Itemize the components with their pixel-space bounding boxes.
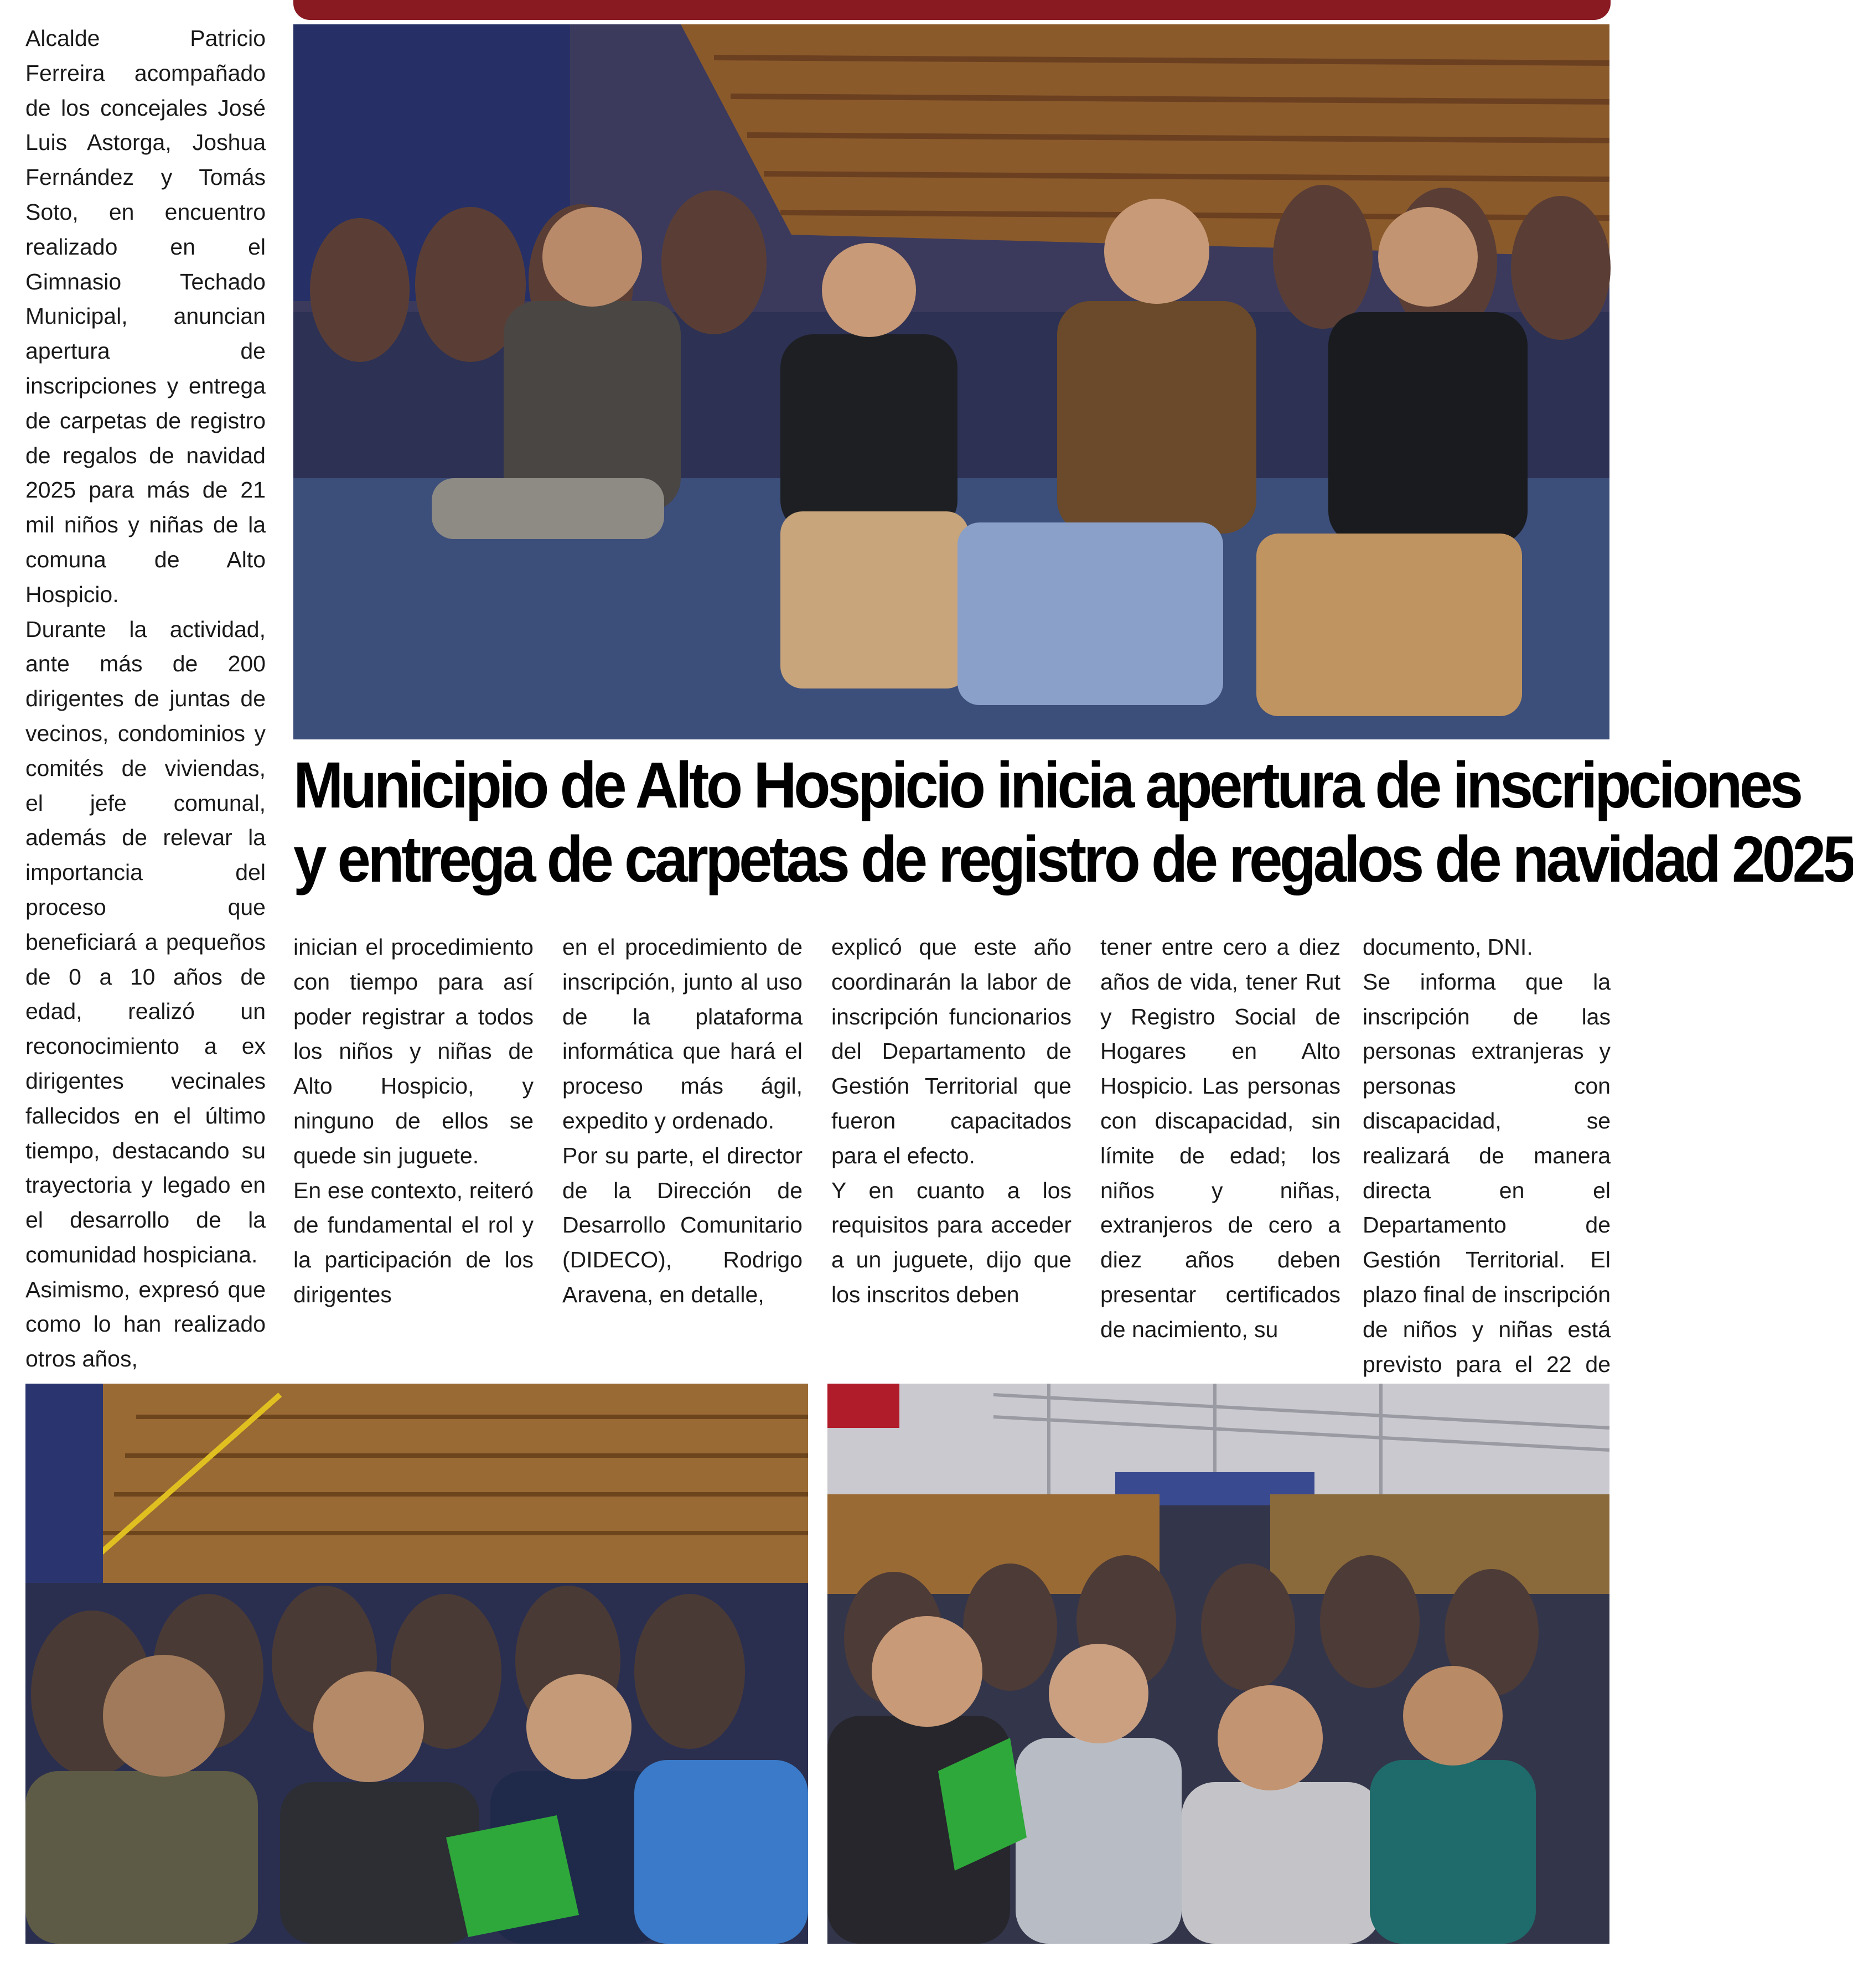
article-headline [293,748,1853,897]
paragraph: documento, DNI. [1363,934,1533,960]
article-column-4 [1100,930,1340,1347]
paragraph: Alcalde Patricio Ferreira acompañado de los concejales José Luis Astorga, Joshua Fernández y Tomás Soto, en encuentro realizado en el Gimnasio Techado Municipal, anuncian apertura de inscripciones y entrega de carpetas de registro de regalos de navidad 2025 para más de 21 mil niños y niñas de la comuna de Alto Hospicio. [25,25,266,607]
paragraph: tener entre cero a diez años de vida, tener Rut y Registro Social de Hogares en Alto Hospicio. Las personas con discapacidad, sin límite de edad; los niños y niñas, extranjeros de cero a diez años deben presentar certificados de nacimiento, su [1100,934,1340,1342]
paragraph: Asimismo, expresó que como lo han realizado otros años, [25,1276,266,1372]
article-column-left [25,21,266,1376]
headline-line-2: y entrega de carpetas de registro de regalos de navidad 2025 [293,823,1853,896]
paragraph: Por su parte, el director de la Dirección de Desarrollo Comunitario (DIDECO), Rodrigo Aravena, en detalle, [562,1142,803,1307]
article-column-1 [293,930,534,1312]
article-column-2 [562,930,803,1312]
headline-line-1: Municipio de Alto Hospicio inicia apertura de inscripciones [293,749,1800,822]
paragraph: Durante la actividad, ante más de 200 dirigentes de juntas de vecinos, condominios y comités de viviendas, el jefe comunal, además de relevar la importancia del proceso que beneficiará a pequeños de 0 a 10 años de edad, realizó un reconocimiento a ex dirigentes vecinales fallecidos en el último tiempo, destacando su trayectoria y legado en el desarrollo de la comunidad hospiciana. [25,616,266,1267]
audience-photo-left [25,1384,808,1944]
main-event-photo [293,24,1609,739]
paragraph: Y en cuanto a los requisitos para acceder a un juguete, dijo que los inscritos deben [831,1177,1072,1307]
paragraph: inician el procedimiento con tiempo para así poder registrar a todos los niños y niñas de Alto Hospicio, y ninguno de ellos se quede sin juguete. [293,934,534,1168]
paragraph: En ese contexto, reiteró de fundamental el rol y la participación de los dirigentes [293,1177,534,1307]
header-accent-bar [293,0,1611,20]
paragraph: Se informa que la inscripción de las personas extranjeras y personas con discapacidad, se realizará de manera directa en el Departamento de Gestión Territorial. El plazo final de inscripción de niños y niñas está previsto para el 22 de [1363,969,1611,1377]
article-column-5 [1363,930,1611,1416]
article-column-3 [831,930,1072,1312]
audience-photo-right [827,1384,1609,1944]
paragraph: en el procedimiento de inscripción, junto al uso de la plataforma informática que hará el proceso más ágil, expedito y ordenado. [562,934,803,1133]
paragraph: explicó que este año coordinarán la labor de inscripción funcionarios del Departamento de Gestión Territorial que fueron capacitados para el efecto. [831,934,1072,1168]
